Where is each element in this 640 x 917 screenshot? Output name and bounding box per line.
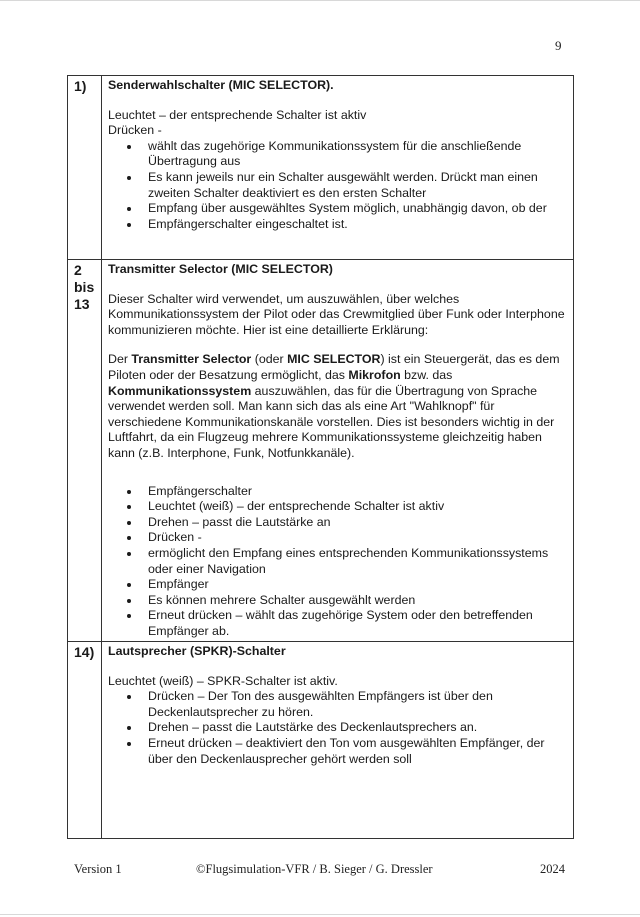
list-item: Empfängerschalter eingeschaltet ist. [148,217,567,233]
row-title: Lautsprecher (SPKR)-Schalter [108,644,286,658]
row-line: Leuchtet (weiß) – SPKR-Schalter ist aktiv. [108,673,338,688]
list-item: Erneut drücken – wählt das zugehörige System oder den betreffenden Empfänger ab. [148,608,567,639]
row-content [102,642,573,838]
list-item: Leuchtet (weiß) – der entsprechende Schalter ist aktiv [148,499,567,515]
row-number-line: 2 [74,262,82,278]
list-item: Drehen – passt die Lautstärke an [148,515,567,531]
row-paragraph: Der Transmitter Selector (oder MIC SELECTOR) ist ein Steuergerät, das es dem Piloten oder der Besatzung ermöglicht, das Mikrofon bzw. das Kommunikationssystem auszuwählen, das für die Übertragung von Sprache verwendet werden soll. Man kann sich das als eine Art "Wahlknopf" für verschiedene Kommunikationskanäle vorstellen. Dies ist besonders wichtig in der Luftfahrt, da ein Flugzeug mehrere Kommunikationssysteme gleichzeitig haben kann (z.B. Interphone, Funk, Notfunkkanäle). [108,352,560,460]
list-item: Empfang über ausgewähltes System möglich, unabhängig davon, ob der [148,201,567,217]
row-number: 14) [68,642,102,838]
row-content [102,76,573,259]
row-title: Transmitter Selector (MIC SELECTOR) [108,262,333,276]
row-number-line: 13 [74,296,90,312]
footer-copyright: ©Flugsimulation-VFR / B. Sieger / G. Dressler [196,862,433,876]
table-row [68,259,573,641]
row-number: 1) [68,76,102,259]
table-row [68,641,573,838]
page-bottom-edge [0,914,640,915]
page-number: 9 [555,38,562,53]
row-content [102,260,573,641]
row-number-line: bis [74,279,95,295]
list-item: Drücken – Der Ton des ausgewählten Empfängers ist über den Deckenlautsprecher zu hören. [148,689,567,720]
list-item: wählt das zugehörige Kommunikationssystem für die anschließende Übertragung aus [148,139,567,170]
row-line: Drücken - [108,123,162,138]
row-paragraph: Dieser Schalter wird verwendet, um auszuwählen, über welches Kommunikationssystem der Pilot oder das Crewmitglied über Funk oder Interphone kommunizieren möchte. Hier ist eine detaillierte Erklärung: [108,291,565,337]
footer-version: Version 1 [74,862,122,876]
footer-year: 2024 [540,862,565,876]
row-line: Leuchtet – der entsprechende Schalter ist aktiv [108,107,367,122]
list-item: Erneut drücken – deaktiviert den Ton vom ausgewählten Empfänger, der über den Deckenlausprecher gehört werden soll [148,736,567,767]
table-row [68,76,573,259]
list-item: Drücken - [148,530,567,546]
list-item: Empfänger [148,577,567,593]
list-item: ermöglicht den Empfang eines entsprechenden Kommunikationssystems oder einer Navigation [148,546,567,577]
list-item: Es können mehrere Schalter ausgewählt werden [148,593,567,609]
page-top-edge [0,0,640,1]
row-number [68,260,102,641]
list-item: Es kann jeweils nur ein Schalter ausgewählt werden. Drückt man einen zweiten Schalter deaktiviert es den ersten Schalter [148,170,567,201]
list-item: Empfängerschalter [148,484,567,500]
bullet-list [108,689,567,767]
bullet-list [108,484,567,640]
bullet-list [108,139,567,233]
row-title: Senderwahlschalter (MIC SELECTOR). [108,78,334,92]
controls-table [67,75,574,839]
list-item: Drehen – passt die Lautstärke des Deckenlautsprechers an. [148,720,567,736]
